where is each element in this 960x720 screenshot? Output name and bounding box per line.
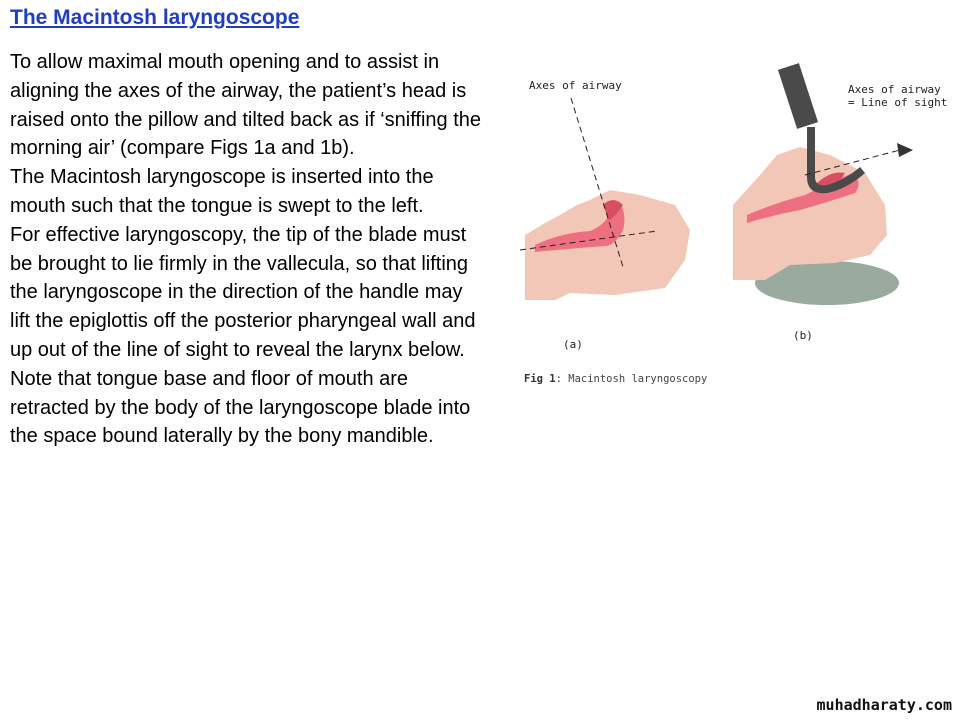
panel-label-b: (b) bbox=[793, 329, 813, 342]
body-text bbox=[10, 48, 485, 451]
watermark: muhadharaty.com bbox=[816, 696, 952, 714]
paragraph-vallecula: For effective laryngoscopy, the tip of the blade must be brought to lie firmly in the vallecula, so that lifting the laryngoscope in the direction of the handle may lift the epiglottis off the posterior pharyngeal wall and up out of the line of sight to reveal the larynx below. bbox=[10, 223, 476, 361]
eye-icon bbox=[897, 143, 913, 157]
paragraph-positioning: To allow maximal mouth opening and to assist in aligning the axes of the airway, the patient’s head is raised onto the pillow and tilted back as if ‘sniffing the morning air’ (compare Figs 1a and 1b). bbox=[10, 51, 482, 160]
paragraph-insertion: The Macintosh laryngoscope is inserted into the mouth such that the tongue is swept to the left. bbox=[10, 166, 434, 217]
laryngoscope-handle bbox=[778, 63, 818, 129]
label-axes-of-airway-b: Axes of airway bbox=[848, 83, 941, 96]
panel-a-illustration bbox=[520, 98, 690, 300]
label-axes-of-airway-a: Axes of airway bbox=[529, 79, 622, 92]
paragraph-tongue-retraction: Note that tongue base and floor of mouth are retracted by the body of the laryngoscope blade into the space bound laterally by the bony mandible. bbox=[10, 367, 471, 448]
label-line-of-sight-b: = Line of sight bbox=[848, 96, 948, 109]
caption-prefix: Fig 1 bbox=[524, 373, 556, 385]
caption-text: : Macintosh laryngoscopy bbox=[555, 373, 708, 385]
slide-title: The Macintosh laryngoscope bbox=[10, 6, 300, 29]
laryngoscopy-figure bbox=[515, 55, 955, 405]
panel-label-a: (a) bbox=[563, 338, 583, 351]
figure-caption bbox=[524, 373, 707, 385]
